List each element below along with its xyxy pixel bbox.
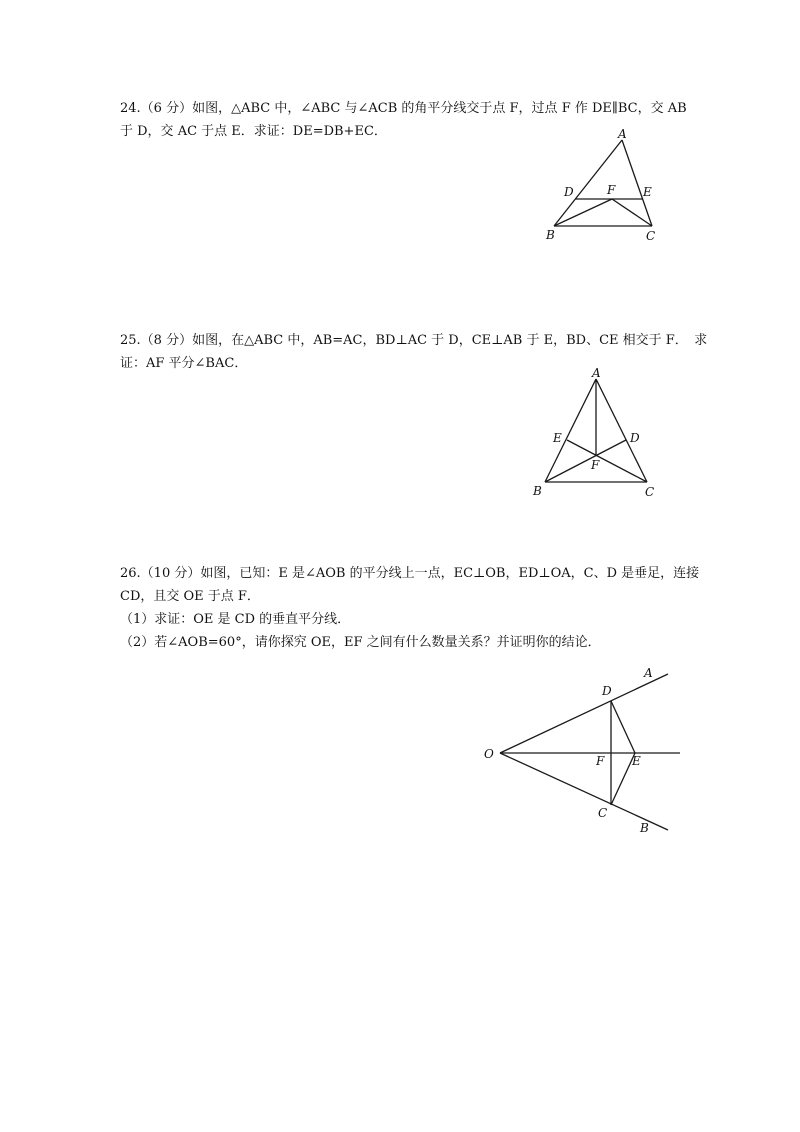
problem-26-line-2: CD，且交 OE 于点 F． [120,589,260,604]
fig26-ray-ob [500,753,668,830]
problem-24-line-2: 于 D，交 AC 于点 E．求证：DE=DB+EC． [120,124,387,139]
problem-26-part-1: （1）求证：OE 是 CD 的垂直平分线． [120,612,351,627]
fig25-label-a: A [592,366,601,380]
figure-24-triangle [540,128,670,248]
fig24-label-f: F [607,183,616,197]
fig26-label-o: O [484,747,494,761]
problem-24-line-1: 24.（6 分）如图，△ABC 中，∠ABC 与∠ACB 的角平分线交于点 F，过点 F 作 DE∥BC，交 AB [120,101,687,116]
fig25-segment-bd [545,440,626,482]
fig24-label-a: A [618,127,627,141]
figure-26-angle [480,660,690,840]
fig25-label-b: B [533,484,542,498]
fig26-label-e: E [632,754,641,768]
problem-26 [120,562,700,654]
fig26-label-f: F [596,754,605,768]
problem-26-line-1: 26.（10 分）如图，已知：E 是∠AOB 的平分线上一点，EC⊥OB，ED⊥OA，C、D 是垂足，连接 [120,566,700,581]
figure-25-triangle [525,365,665,505]
fig24-label-e: E [643,185,652,199]
fig25-label-d: D [630,431,640,445]
fig24-segment-cf [612,199,652,226]
fig26-label-b: B [640,821,649,835]
fig26-segment-de [611,701,635,753]
fig25-label-f: F [591,458,600,472]
fig24-label-c: C [646,229,656,243]
fig24-label-d: D [564,185,574,199]
problem-25-line-2: 证：AF 平分∠BAC． [120,356,248,371]
fig26-label-d: D [602,684,612,698]
fig26-ray-oa [500,674,668,753]
fig24-segment-bf [554,199,612,226]
problem-26-part-2: （2）若∠AOB=60°，请你探究 OE，EF 之间有什么数量关系？并证明你的结论． [120,635,601,650]
fig26-label-a: A [644,666,653,680]
fig25-label-c: C [645,485,655,499]
problem-25-line-1: 25.（8 分）如图，在△ABC 中，AB=AC，BD⊥AC 于 D，CE⊥AB 于 E，BD、CE 相交于 F． 求 [120,333,708,348]
fig26-label-c: C [598,806,608,820]
fig24-label-b: B [546,228,555,242]
fig25-label-e: E [553,431,562,445]
fig24-side-ac [622,140,652,226]
fig25-segment-ce [567,440,647,482]
